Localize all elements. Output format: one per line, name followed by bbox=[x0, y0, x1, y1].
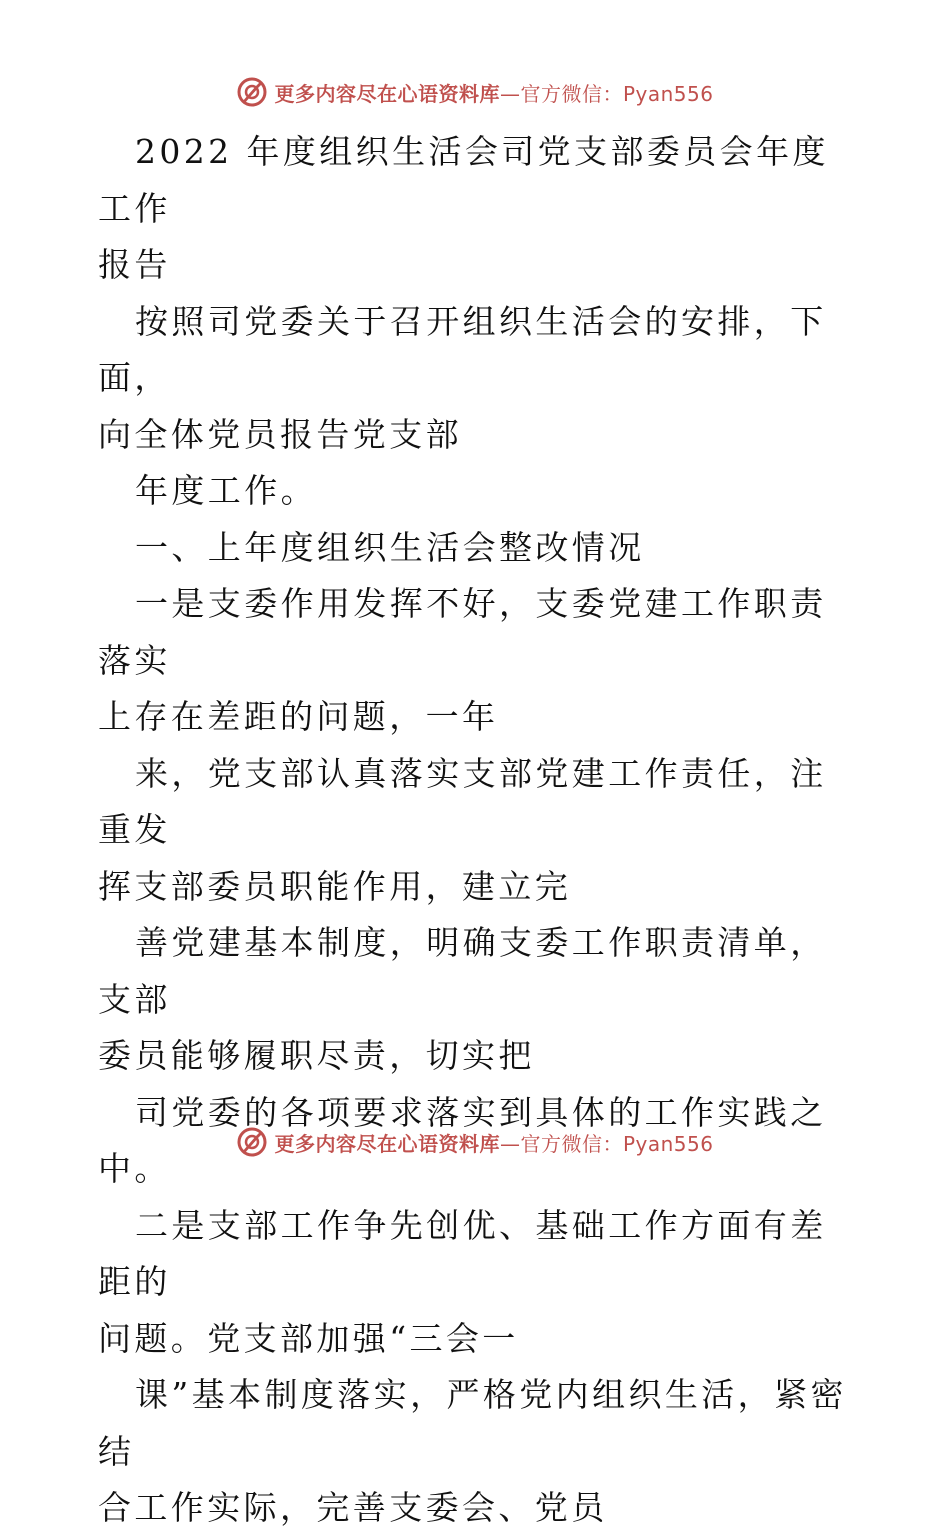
text-line: 问题。党支部加强“三会一 bbox=[98, 1318, 519, 1358]
text-line: 报告 bbox=[98, 245, 171, 284]
text-line: 来，党支部认真落实支部党建工作责任，注重发 bbox=[98, 753, 827, 849]
paragraph bbox=[98, 915, 858, 1085]
section-heading bbox=[98, 520, 858, 577]
header-watermark bbox=[0, 72, 950, 112]
watermark-text bbox=[274, 78, 713, 107]
watermark-text bbox=[274, 1128, 713, 1157]
watermark-main: 更多内容尽在心语资料库 bbox=[274, 81, 500, 106]
text-line: 2022 年度组织生活会司党支部委员会年度工作 bbox=[98, 132, 829, 228]
document-body bbox=[98, 124, 858, 1537]
paragraph bbox=[98, 576, 858, 746]
text-line: 司党委的各项要求落实到具体的工作实践之中。 bbox=[98, 1092, 827, 1188]
footer-watermark bbox=[0, 1122, 950, 1162]
watermark-separator: — bbox=[499, 1131, 521, 1156]
text-line: 课”基本制度落实，严格党内组织生活，紧密结 bbox=[98, 1375, 847, 1471]
watermark-separator: — bbox=[499, 81, 521, 106]
text-line: 委员能够履职尽责，切实把 bbox=[98, 1036, 535, 1075]
text-line: 年度工作。 bbox=[135, 471, 317, 510]
text-line: 合工作实际，完善支委会、党员 bbox=[98, 1488, 608, 1527]
text-line: 善党建基本制度，明确支委工作职责清单，支部 bbox=[98, 923, 827, 1019]
document-title bbox=[98, 124, 858, 294]
text-line: 按照司党委关于召开组织生活会的安排，下面， bbox=[98, 301, 827, 397]
text-line: 二是支部工作争先创优、基础工作方面有差距的 bbox=[98, 1205, 827, 1301]
text-line: 上存在差距的问题，一年 bbox=[98, 697, 499, 736]
brand-logo-icon bbox=[236, 76, 268, 108]
watermark-suffix: 官方微信：Pyan556 bbox=[520, 81, 714, 106]
paragraph bbox=[98, 1198, 858, 1368]
paragraph bbox=[98, 294, 858, 464]
watermark-main: 更多内容尽在心语资料库 bbox=[274, 1131, 500, 1156]
text-line: 挥支部委员职能作用，建立完 bbox=[98, 866, 572, 906]
paragraph bbox=[98, 746, 858, 916]
text-line: 一是支委作用发挥不好，支委党建工作职责落实 bbox=[98, 584, 827, 680]
paragraph bbox=[98, 1367, 858, 1537]
text-line: 向全体党员报告党支部 bbox=[98, 414, 462, 454]
brand-logo-icon bbox=[236, 1126, 268, 1158]
text-line: 一、上年度组织生活会整改情况 bbox=[135, 527, 645, 567]
paragraph bbox=[98, 463, 858, 520]
watermark-suffix: 官方微信：Pyan556 bbox=[520, 1131, 714, 1156]
